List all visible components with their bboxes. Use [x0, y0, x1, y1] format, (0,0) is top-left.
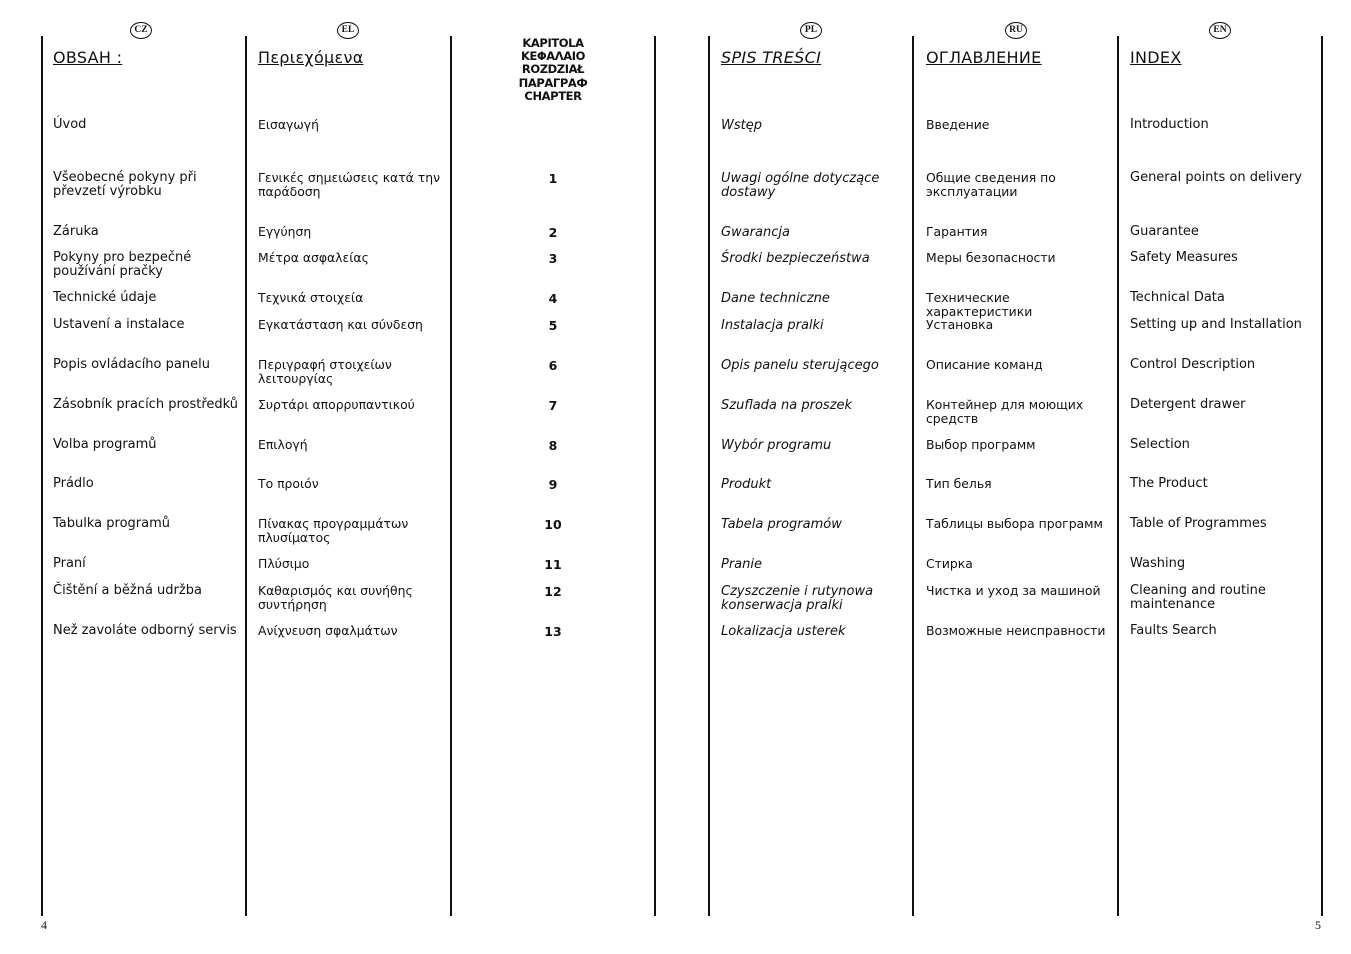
toc-entry-pl: Uwagi ogólne dotyczące dostawy — [721, 171, 880, 200]
heading-pl: SPIS TREŚCI — [721, 48, 822, 67]
toc-entry-ru: Таблицы выбора программ — [926, 516, 1103, 531]
toc-entry-cz: Pokyny pro bezpečné používání pračky — [53, 250, 192, 279]
column-divider — [912, 36, 914, 916]
toc-entry-ru: Технические характеристики — [926, 290, 1033, 319]
toc-entry-pl: Szuflada na proszek — [721, 398, 853, 413]
toc-entry-ru: Описание команд — [926, 357, 1043, 372]
heading-en: INDEX — [1130, 48, 1182, 67]
chapter-column-header — [497, 37, 609, 103]
column-divider — [708, 36, 710, 916]
toc-entry-el: Συρτάρι απορρυπαντικού — [258, 397, 415, 412]
toc-entry-en: Technical Data — [1130, 290, 1225, 305]
chapter-number: 4 — [548, 291, 558, 306]
toc-entry-en: Introduction — [1130, 117, 1209, 132]
toc-entry-en: Cleaning and routine maintenance — [1130, 583, 1266, 612]
column-divider — [450, 36, 452, 916]
toc-entry-cz: Záruka — [53, 224, 99, 239]
toc-entry-cz: Volba programů — [53, 437, 157, 452]
toc-entry-cz: Úvod — [53, 117, 87, 132]
chapter-number: 8 — [548, 438, 558, 453]
toc-entry-el: Πίνακας προγραμμάτων πλυσίματος — [258, 516, 409, 545]
chapter-number: 5 — [548, 318, 558, 333]
toc-entry-el: Το προιόν — [258, 476, 319, 491]
toc-entry-en: Selection — [1130, 437, 1190, 452]
toc-entry-el: Τεχνικά στοιχεία — [258, 290, 364, 305]
chapter-header-line: CHAPTER — [524, 88, 582, 103]
toc-entry-ru: Выбор программ — [926, 437, 1036, 452]
toc-entry-el: Πλύσιμο — [258, 556, 310, 571]
toc-entry-pl: Gwarancja — [721, 225, 790, 240]
toc-entry-el: Εγκατάσταση και σύνδεση — [258, 317, 423, 332]
toc-entry-el: Περιγραφή στοιχείων λειτουργίας — [258, 357, 392, 386]
toc-entry-en: Safety Measures — [1130, 250, 1238, 265]
toc-entry-cz: Zásobník pracích prostředků — [53, 397, 239, 412]
column-divider — [1321, 36, 1323, 916]
toc-entry-en: Table of Programmes — [1130, 516, 1267, 531]
language-badge-cz: CZ — [130, 22, 152, 39]
toc-entry-en: Washing — [1130, 556, 1186, 571]
toc-entry-ru: Контейнер для моющих средств — [926, 397, 1084, 426]
toc-entry-en: General points on delivery — [1130, 170, 1302, 185]
toc-entry-pl: Środki bezpieczeństwa — [721, 251, 870, 266]
language-badge-pl: PL — [800, 22, 822, 39]
chapter-number: 6 — [548, 358, 558, 373]
toc-entry-pl: Czyszczenie i rutynowa konserwacja pralki — [721, 584, 874, 613]
column-divider — [245, 36, 247, 916]
toc-entry-ru: Меры безопасности — [926, 250, 1056, 265]
toc-entry-cz: Praní — [53, 556, 86, 571]
toc-entry-pl: Dane techniczne — [721, 291, 830, 306]
language-badge-el: EL — [337, 22, 359, 39]
toc-entry-en: Setting up and Installation — [1130, 317, 1302, 332]
toc-entry-el: Καθαρισμός και συνήθης συντήρηση — [258, 583, 413, 612]
toc-entry-el: Εγγύηση — [258, 224, 312, 239]
chapter-number: 3 — [548, 251, 558, 266]
toc-entry-ru: Возможные неисправности — [926, 623, 1106, 638]
toc-entry-pl: Pranie — [721, 557, 762, 572]
toc-entry-ru: Стирка — [926, 556, 973, 571]
chapter-number: 1 — [548, 171, 558, 186]
toc-entry-en: The Product — [1130, 476, 1208, 491]
toc-entry-pl: Tabela programów — [721, 517, 842, 532]
chapter-number: 7 — [548, 398, 558, 413]
toc-entry-pl: Instalacja pralki — [721, 318, 824, 333]
heading-el: Περιεχόμενα — [258, 48, 364, 67]
toc-entry-ru: Общие сведения по эксплуатации — [926, 170, 1056, 199]
toc-entry-pl: Wstęp — [721, 118, 762, 133]
toc-entry-el: Εισαγωγή — [258, 117, 319, 132]
toc-entry-ru: Тип белья — [926, 476, 992, 491]
chapter-number: 11 — [544, 557, 562, 572]
chapter-header-line: KAPITOLA — [522, 36, 584, 50]
toc-entry-ru: Введение — [926, 117, 990, 132]
heading-cz: OBSAH : — [53, 48, 123, 67]
toc-entry-el: Μέτρα ασφαλείας — [258, 250, 369, 265]
column-divider — [654, 36, 656, 916]
toc-entry-cz: Ustavení a instalace — [53, 317, 185, 332]
column-divider — [41, 36, 43, 916]
chapter-header-line: ПАРАГРАФ — [518, 75, 588, 90]
toc-entry-ru: Уcтановка — [926, 317, 994, 332]
toc-entry-el: Ανίχνευση σφαλμάτων — [258, 623, 398, 638]
toc-entry-cz: Popis ovládacího panelu — [53, 357, 210, 372]
toc-entry-en: Faults Search — [1130, 623, 1217, 638]
page-number-left: 4 — [41, 918, 47, 932]
chapter-number: 9 — [548, 477, 558, 492]
chapter-header-line: ROZDZIAŁ — [521, 62, 585, 77]
column-divider — [1117, 36, 1119, 916]
chapter-header-line: ΚΕΦΑΛΑΙΟ — [520, 49, 586, 64]
toc-entry-cz: Všeobecné pokyny při převzetí výrobku — [53, 170, 197, 199]
chapter-number: 13 — [544, 624, 562, 639]
toc-entry-pl: Wybór programu — [721, 438, 832, 453]
toc-entry-cz: Čištění a běžná udržba — [53, 583, 202, 598]
toc-entry-en: Guarantee — [1130, 224, 1199, 239]
toc-entry-pl: Lokalizacja usterek — [721, 624, 846, 639]
toc-entry-ru: Гарантия — [926, 224, 988, 239]
toc-entry-ru: Чистка и уход за машиной — [926, 583, 1101, 598]
chapter-number: 12 — [544, 584, 562, 599]
toc-entry-el: Γενικές σημειώσεις κατά την παράδοση — [258, 170, 441, 199]
language-badge-en: EN — [1209, 22, 1231, 39]
toc-entry-en: Control Description — [1130, 357, 1256, 372]
page-number-right: 5 — [1315, 918, 1321, 932]
chapter-number: 10 — [544, 517, 562, 532]
toc-entry-pl: Produkt — [721, 477, 772, 492]
toc-entry-en: Detergent drawer — [1130, 397, 1246, 412]
heading-ru: ОГЛАВЛЕНИЕ — [926, 48, 1042, 67]
toc-entry-cz: Než zavoláte odborný servis — [53, 623, 237, 638]
toc-entry-el: Επιλογή — [258, 437, 308, 452]
chapter-number: 2 — [548, 225, 558, 240]
language-badge-ru: RU — [1005, 22, 1027, 39]
toc-entry-cz: Technické údaje — [53, 290, 157, 305]
toc-entry-cz: Tabulka programů — [53, 516, 170, 531]
toc-entry-pl: Opis panelu sterującego — [721, 358, 879, 373]
toc-entry-cz: Prádlo — [53, 476, 94, 491]
